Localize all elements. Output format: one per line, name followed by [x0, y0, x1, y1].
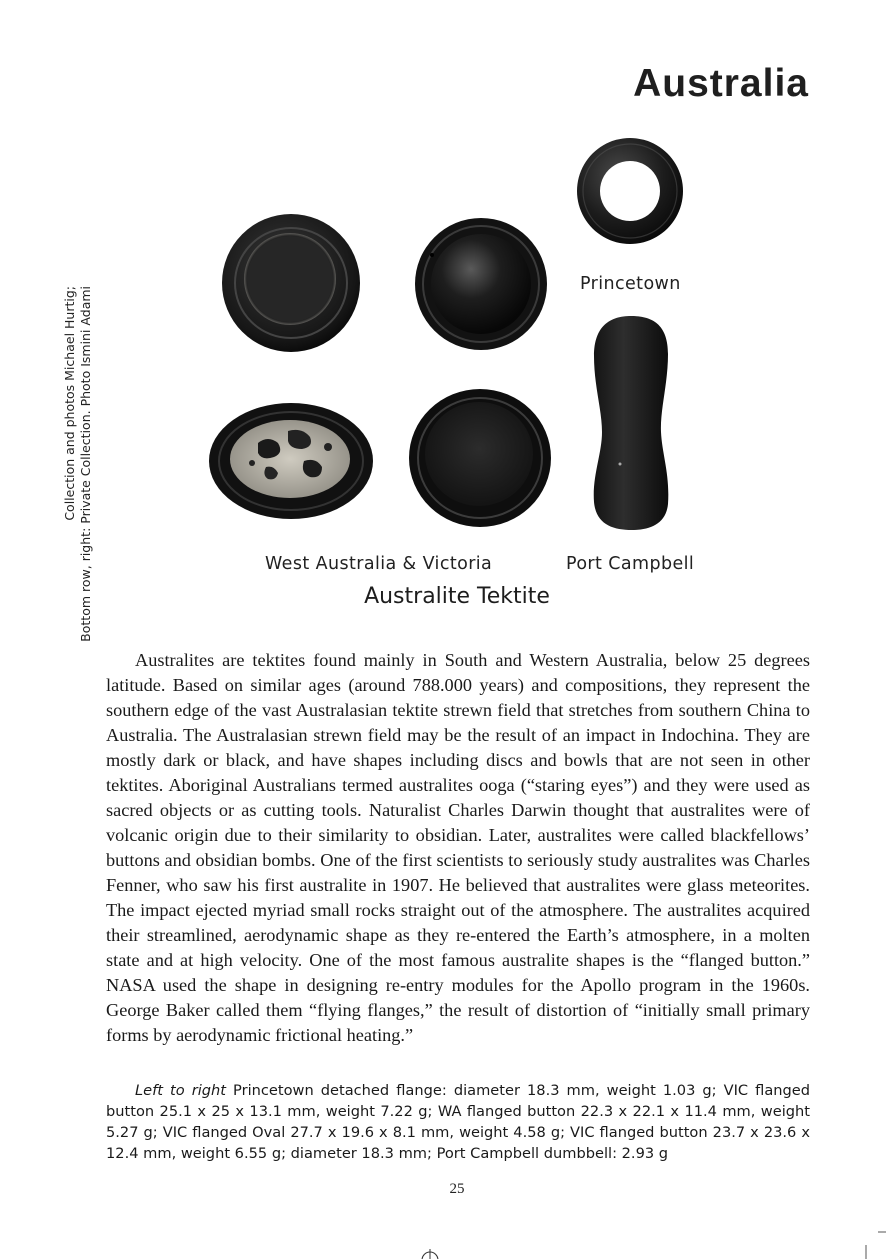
figure-heading: Australite Tektite	[364, 584, 550, 609]
label-princetown: Princetown	[580, 274, 681, 294]
photo-credit-line-2: Bottom row, right: Private Collection. Photo Ismini Adami	[78, 286, 93, 642]
port-campbell-dumbbell-image	[590, 314, 672, 532]
caption-value: 22.3 x 22.1 x 11.4 mm, weight 5.27 g;	[106, 1103, 810, 1141]
photo-credit	[62, 286, 102, 682]
page-title: Australia	[633, 62, 809, 105]
caption-lead: Left to right	[135, 1082, 226, 1099]
vic-flanged-button-image	[220, 213, 362, 355]
body-paragraph: Australites are tektites found mainly in South and Western Australia, below 25 degrees latitude. Based on similar ages (around 788.000 years) and compositions, they represent the southern edge of the vast Australasian tektite strewn field that stretches from southern China to Australia. The Australasian strewn field may be the result of an impact in Indochina. They are mostly dark or black, and have shapes including discs and bowls that are not seen in other tektites. Aboriginal Australians termed australites ooga (“staring eyes”) and they were used as sacred objects or as cutting tools. Naturalist Charles Darwin thought that australites were of volcanic origin due to their similarity to obsidian. Later, australites were called blackfellows’ buttons and obsidian bombs. One of the first scientists to seriously study australites was Charles Fenner, who saw his first australite in 1907. He believed that australites were glass meteorites. The impact ejected myriad small rocks straight out of the atmosphere. The australites acquired their streamlined, aerodynamic shape as they re-entered the Earth’s atmosphere, in a molten state and at high velocity. One of the most famous australite shapes is the “flanged button.” NASA used the shape in designing re-entry modules for the Apollo program in the 1960s. George Baker called them “flying flanges,” the result of distortion of “initially small primary forms by aerodynamic frictional heating.”	[106, 650, 810, 1045]
vic-flanged-button-2-image	[408, 388, 552, 528]
caption-term: Princetown detached flange:	[233, 1082, 447, 1099]
caption-term: VIC flanged button	[106, 1082, 811, 1120]
caption-value: 27.7 x 19.6 x 8.1 mm, weight 4.58 g;	[290, 1124, 566, 1141]
caption-value: 2.93 g	[621, 1145, 669, 1162]
caption-value: 25.1 x 25 x 13.1 mm, weight 7.22 g;	[159, 1103, 433, 1120]
crop-mark-icon	[864, 1245, 868, 1259]
vic-flanged-oval-image	[208, 401, 374, 521]
caption-term: Port Campbell dumbbell:	[436, 1145, 617, 1162]
caption-term: WA flanged button	[437, 1103, 576, 1120]
caption-term: VIC flanged button	[570, 1124, 708, 1141]
crop-mark-icon	[878, 1230, 886, 1234]
label-port-campbell: Port Campbell	[566, 554, 695, 574]
wa-flanged-button-image	[414, 217, 548, 351]
princetown-flange-image	[574, 135, 686, 247]
registration-mark-icon	[419, 1249, 441, 1259]
caption-value: diameter 18.3 mm, weight 1.03 g;	[453, 1082, 717, 1099]
figure-caption	[106, 1080, 810, 1164]
photo-credit-line-1: Collection and photos Michael Hurtig;	[62, 286, 77, 521]
label-west-australia-victoria: West Australia & Victoria	[265, 554, 493, 574]
caption-term: VIC flanged Oval	[162, 1124, 286, 1141]
caption-value: 23.7 x 23.6 x 12.4 mm, weight 6.55 g; diameter 18.3 mm;	[106, 1124, 811, 1162]
page-number: 25	[449, 1181, 465, 1197]
